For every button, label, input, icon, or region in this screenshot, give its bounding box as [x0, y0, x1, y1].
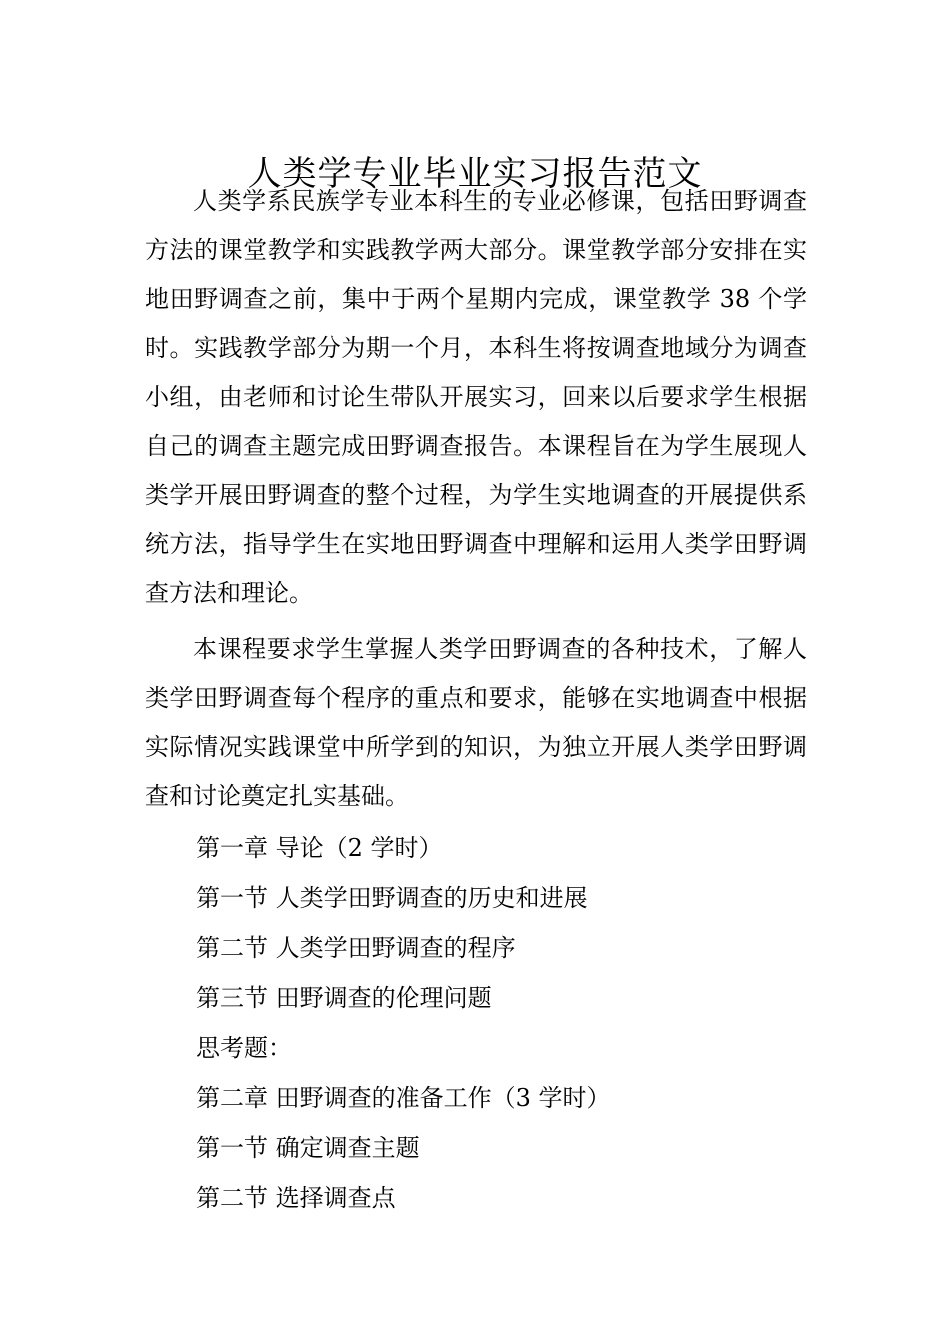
course-outline: [196, 823, 796, 1223]
outline-item: 第二章 田野调查的准备工作（3 学时）: [196, 1084, 611, 1112]
outline-item: 第一章 导论（2 学时）: [196, 834, 443, 862]
paragraph-2-container: [145, 625, 807, 821]
outline-item: 第一节 人类学田野调查的历史和进展: [196, 884, 588, 912]
paragraph-course-requirements: 本课程要求学生掌握人类学田野调查的各种技术，了解人类学田野调查每个程序的重点和要求，能够在实地调查中根据实际情况实践课堂中所学到的知识，为独立开展人类学田野调查和讨论奠定扎实基础。: [145, 635, 807, 810]
outline-item: 第二节 选择调查点: [196, 1184, 396, 1212]
outline-item: 思考题：: [196, 1034, 292, 1062]
outline-item: 第三节 田野调查的伦理问题: [196, 984, 492, 1012]
outline-item: 第一节 确定调查主题: [196, 1134, 420, 1162]
outline-item: 第二节 人类学田野调查的程序: [196, 934, 516, 962]
paragraph-course-description: 人类学系民族学专业本科生的专业必修课，包括田野调查方法的课堂教学和实践教学两大部分。课堂教学部分安排在实地田野调查之前，集中于两个星期内完成，课堂教学 38 个学时。实践教学部分为期一个月，本科生将按调查地域分为调查小组，由老师和讨论生带队开展实习，回来以后要求学生根据自己的调查主题完成田野调查报告。本课程旨在为学生展现人类学开展田野调查的整个过程，为学生实地调查的开展提供系统方法，指导学生在实地田野调查中理解和运用人类学田野调查方法和理论。: [145, 187, 807, 607]
document-title: 人类学专业毕业实习报告范文: [247, 153, 703, 194]
paragraph-1-container: [145, 177, 807, 618]
